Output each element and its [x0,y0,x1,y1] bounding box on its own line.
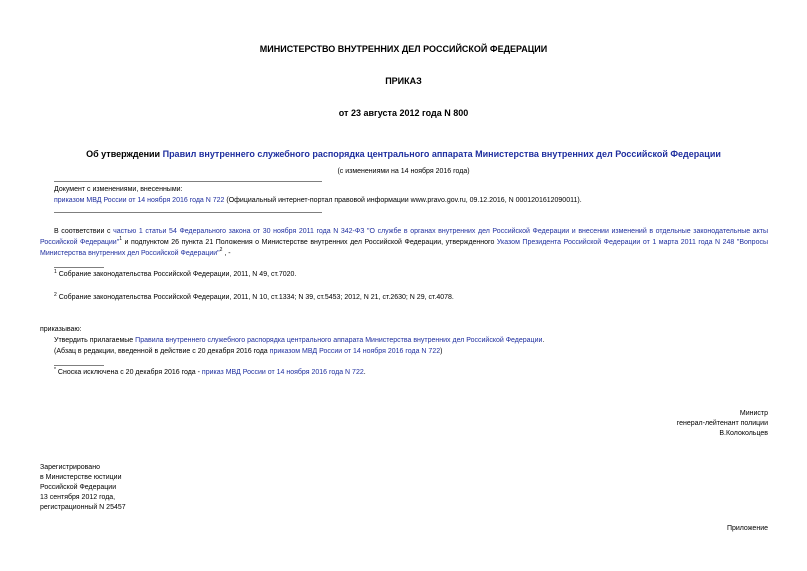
preamble-decree-link[interactable]: Указом Президента Российской Федерации от 1 марта 2011 года N 248 "Вопросы Министерства внутренних дел Российской Федерации" [40,239,768,257]
preamble-paragraph [40,226,768,259]
footnote3-divider [54,365,104,366]
footnote-removed-text: Сноска исключена с 20 декабря 2016 года - [55,369,202,376]
changes-label: Документ с изменениями, внесенными: [54,186,183,193]
changes-entry [54,196,582,206]
preamble-text-1: В соответствии с [54,228,114,235]
signature-title: Министр [739,410,768,417]
title-link[interactable]: Правил внутреннего служебного распорядка центрального аппарата Министерства внутренних дел Российской Федерации [162,149,721,159]
signature-block [560,409,768,439]
footnote-ref-2[interactable]: 2 [219,247,223,253]
footnote-removed [54,368,366,378]
changes-link[interactable]: приказом МВД России от 14 ноября 2016 года N 722 [54,197,225,204]
ministry-heading: МИНИСТЕРСТВО ВНУТРЕННИХ ДЕЛ РОССИЙСКОЙ ФЕДЕРАЦИИ [259,44,548,54]
footnote-removed-link[interactable]: приказ МВД России от 14 ноября 2016 года N 722 [201,369,364,376]
approve-rules-link[interactable]: Правила внутреннего служебного распорядка центрального аппарата Министерства внутренних дел Российской Федерации [135,337,543,344]
footnote-removed-suffix: . [363,369,366,376]
edition-note [54,347,442,357]
footnote-divider [54,267,104,268]
registration-line-2: в Министерстве юстиции [40,474,122,481]
document-title [0,149,807,159]
footnote-2-text: Собрание законодательства Российской Федерации, 2011, N 10, ст.1334; N 39, ст.5453; 2012, N 21, ст.2630; N 29, ст.4078. [56,294,454,301]
appendix-label: Приложение [726,525,768,532]
signature-rank: генерал-лейтенант полиции [676,420,768,427]
approve-prefix: Утвердить прилагаемые [54,337,136,344]
footnote-1-mark: 1 [54,269,57,275]
preamble-text-2: и подпунктом 26 пункта 21 Положения о Министерстве внутренних дел Российской Федерации, утвержденного [121,239,497,246]
divider-top [54,181,322,182]
approve-paragraph [54,336,544,346]
footnote-1-text: Собрание законодательства Российской Федерации, 2011, N 49, ст.7020. [56,271,297,278]
order-word: приказываю: [40,326,82,333]
title-prefix: Об утверждении [86,149,163,159]
edition-note-suffix: ) [440,348,443,355]
registration-line-4: 13 сентября 2012 года, [40,494,116,501]
changes-rest: (Официальный интернет-портал правовой информации www.pravo.gov.ru, 09.12.2016, N 0001201612090011). [224,197,582,204]
registration-line-3: Российской Федерации [40,484,117,491]
edition-note-link[interactable]: приказом МВД России от 14 ноября 2016 года N 722 [269,348,441,355]
registration-block [40,463,126,513]
date-number-heading: от 23 августа 2012 года N 800 [338,108,469,118]
registration-line-5: регистрационный N 25457 [40,504,126,511]
signature-name: В.Колокольцев [719,430,768,437]
footnote-2-mark: 2 [54,292,57,298]
preamble-text-3: , - [222,250,231,257]
doc-type-heading: ПРИКАЗ [385,76,422,86]
divider-bottom [54,212,322,213]
preamble-law-link[interactable]: частью 1 статьи 54 Федерального закона от 30 ноября 2011 года N 342-ФЗ "О службе в органах внутренних дел Российской Федерации и внесении изменений в отдельные законодательные акты Российской Федерации" [40,228,769,246]
footnote-2 [54,293,454,303]
footnote-removed-mark: * [54,367,56,373]
amendments-note: (с изменениями на 14 ноября 2016 года) [337,168,470,175]
registration-line-1: Зарегистрировано [40,464,100,471]
footnote-1 [54,270,296,280]
approve-suffix: . [542,337,545,344]
edition-note-prefix: (Абзац в редакции, введенной в действие с 20 декабря 2016 года [54,348,270,355]
footnote-ref-1[interactable]: 1 [119,236,122,242]
